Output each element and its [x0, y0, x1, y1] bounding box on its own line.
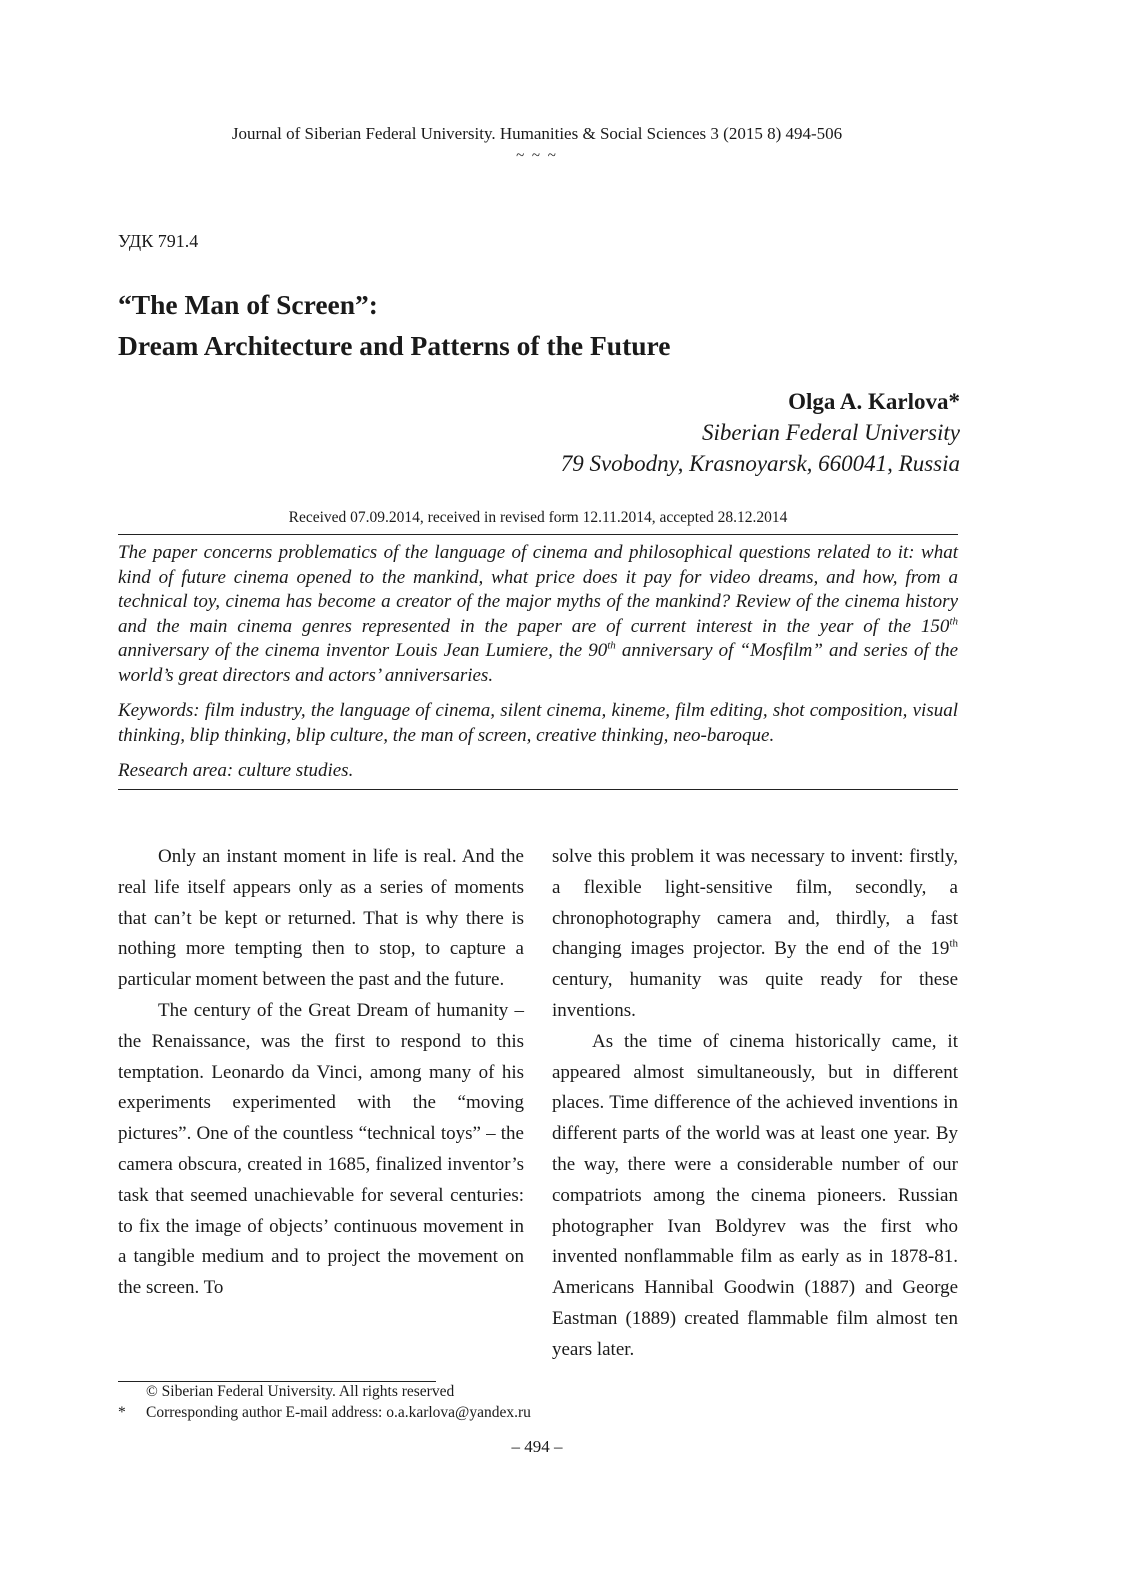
page-number: – 494 –	[511, 1437, 563, 1456]
abstract-sup-1: th	[949, 615, 958, 628]
research-area: Research area: culture studies.	[118, 760, 354, 781]
author-affiliation: Siberian Federal University	[701, 420, 960, 445]
paragraph-text-b: century, humanity was quite ready for these inventions.	[552, 969, 958, 1021]
paragraph	[552, 842, 958, 1027]
abstract-text-1: The paper concerns problematics of the language of cinema and philosophical questions related to it: what kind of future cinema opened to the mankind, what price does it pay for video dreams, and how, from a technical toy, cinema has become a creator of the major myths of the mankind? Review of the cinema history and the main cinema genres represented in the paper are of current interest in the year of the 150	[118, 542, 958, 637]
received-dates: Received 07.09.2014, received in revised form 12.11.2014, accepted 28.12.2014	[288, 509, 788, 526]
corresponding-author-text: Corresponding author E-mail address: o.a.karlova@yandex.ru	[146, 1404, 531, 1421]
keywords: Keywords: film industry, the language of cinema, silent cinema, kineme, film editing, shot composition, visual thinking, blip thinking, blip culture, the man of screen, creative thinking, neo-baroque.	[118, 700, 958, 746]
title-line-1: “The Man of Screen”:	[118, 289, 378, 320]
corresponding-author-note	[118, 1404, 531, 1422]
abstract-text-2: anniversary of the cinema inventor Louis Jean Lumiere, the 90	[118, 640, 608, 662]
abstract	[118, 541, 958, 689]
article-title	[118, 284, 670, 366]
header-separator: ~ ~ ~	[516, 148, 558, 164]
journal-header: Journal of Siberian Federal University. Humanities & Social Sciences 3 (2015 8) 494-506	[231, 124, 843, 143]
abstract-text-3: anniversary of “Mosfilm” and series of the world’s great directors and actors’ anniversaries.	[118, 640, 959, 686]
author-name: Olga A. Karlova*	[788, 389, 960, 414]
paragraph: As the time of cinema historically came, it appeared almost simultaneously, but in different places. Time difference of the achieved inventions in different parts of the world was at least one year. By the way, there were a considerable number of our compatriots among the cinema pioneers. Russian photographer Ivan Boldyrev was the first who invented nonflammable film as early as in 1878-81. Americans Hannibal Goodwin (1887) and George Eastman (1889) created flammable film almost ten years later.	[552, 1030, 958, 1360]
paragraph: The century of the Great Dream of humanity – the Renaissance, was the first to respond to this temptation. Leonardo da Vinci, among many of his experiments experimented with the “moving pictures”. One of the countless “technical toys” – the camera obscura, created in 1685, finalized inventor’s task that seemed unachievable for several centuries: to fix the image of objects’ continuous movement in a tangible medium and to project the movement on the screen. To	[118, 999, 524, 1299]
title-line-2: Dream Architecture and Patterns of the Future	[118, 330, 671, 361]
body-column-left	[118, 842, 524, 1304]
author-address: 79 Svobodny, Krasnoyarsk, 660041, Russia	[560, 451, 960, 476]
paragraph-text-a: solve this problem it was necessary to invent: firstly, a flexible light-sensitive film, secondly, a chronophotography camera and, thirdly, a fast changing images projector. By the end of the 19	[552, 846, 958, 960]
author-block	[561, 386, 960, 479]
abstract-sup-2: th	[607, 640, 616, 653]
body-column-right	[552, 842, 958, 1366]
century-sup: th	[949, 938, 958, 951]
paragraph: Only an instant moment in life is real. And the real life itself appears only as a series of moments that can’t be kept or returned. That is why there is nothing more tempting then to stop, to capture a particular moment between the past and the future.	[118, 846, 524, 991]
bottom-rule	[118, 789, 958, 790]
footnote-rule	[118, 1381, 436, 1382]
copyright-note: © Siberian Federal University. All rights reserved	[146, 1383, 455, 1400]
footnote-star: *	[118, 1404, 126, 1421]
top-rule	[118, 534, 958, 535]
udk-code: УДК 791.4	[118, 231, 199, 251]
